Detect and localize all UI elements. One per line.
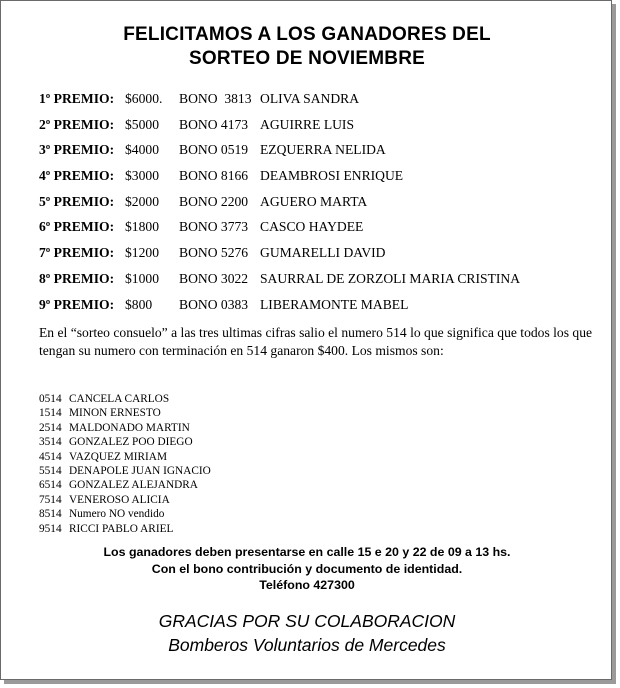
winner-name: DENAPOLE JUAN IGNACIO: [69, 464, 211, 477]
bono-number: 1514: [39, 407, 62, 420]
prize-bono: BONO 2200: [179, 193, 249, 209]
prize-bono: BONO 3813: [179, 91, 252, 106]
prize-winner: OLIVA SANDRA: [260, 91, 360, 106]
prize-winner: GUMARELLI DAVID: [260, 245, 386, 261]
prize-bono: BONO 3773: [179, 219, 249, 235]
prize-amount: $5000: [125, 116, 159, 132]
winner-name: GONZALEZ POO DIEGO: [69, 436, 193, 449]
prize-winner: EZQUERRA NELIDA: [260, 142, 386, 158]
prize-bono: BONO 5276: [179, 245, 249, 261]
bono-number: 5514: [39, 464, 62, 477]
prize-label: 3º PREMIO:: [39, 142, 115, 158]
bono-number: 7514: [39, 493, 62, 506]
notice-line-2: Con el bono contribución y documento de identidad.: [151, 562, 463, 576]
consuelo-paragraph: En el “sorteo consuelo” a las tres ultimas cifras salio el numero 514 lo que significa que todos los que tengan su numero con terminación en 514 ganaron $400. Los mismos son:: [39, 325, 593, 358]
bono-number: 8514: [39, 508, 62, 521]
prize-label: 1º PREMIO:: [39, 91, 115, 106]
prize-label: 7º PREMIO:: [39, 245, 115, 261]
prize-winner: AGUIRRE LUIS: [260, 116, 355, 132]
prize-amount: $800: [125, 296, 153, 312]
organization-name: Bomberos Voluntarios de Mercedes: [168, 635, 446, 655]
winner-name: CANCELA CARLOS: [69, 393, 170, 405]
prize-winner: CASCO HAYDEE: [260, 219, 364, 235]
winner-name: RICCI PABLO ARIEL: [69, 522, 174, 535]
winner-name: MALDONADO MARTIN: [69, 421, 190, 434]
winner-name: Numero NO vendido: [69, 508, 165, 521]
prize-winner: DEAMBROSI ENRIQUE: [260, 168, 404, 184]
winner-name: VENEROSO ALICIA: [69, 493, 170, 506]
prize-bono: BONO 8166: [179, 168, 249, 184]
prize-bono: BONO 3022: [179, 270, 249, 286]
bono-number: 3514: [39, 436, 62, 449]
prize-amount: $3000: [125, 168, 159, 184]
prize-label: 4º PREMIO:: [39, 168, 115, 184]
prize-bono: BONO 0519: [179, 142, 249, 158]
bono-number: 9514: [39, 522, 62, 535]
winner-name: VAZQUEZ MIRIAM: [69, 450, 168, 463]
prize-amount: $4000: [125, 142, 159, 158]
prize-bono: BONO 0383: [179, 296, 249, 312]
winner-name: GONZALEZ ALEJANDRA: [69, 479, 198, 492]
bono-number: 0514: [39, 393, 62, 405]
bono-number: 6514: [39, 479, 62, 492]
prize-winner: LIBERAMONTE MABEL: [260, 296, 409, 312]
prize-winner: AGUERO MARTA: [260, 193, 368, 209]
thanks-heading: GRACIAS POR SU COLABORACION: [158, 611, 456, 631]
prize-label: 2º PREMIO:: [39, 116, 115, 132]
notice-line-1: Los ganadores deben presentarse en calle 15 e 20 y 22 de 09 a 13 hs.: [103, 545, 511, 559]
prize-amount: $1200: [125, 245, 159, 261]
winner-name: MINON ERNESTO: [69, 407, 161, 420]
bono-number: 4514: [39, 450, 62, 463]
notice-phone: Teléfono 427300: [259, 578, 355, 592]
prize-label: 6º PREMIO:: [39, 219, 115, 235]
title-line-2: SORTEO DE NOVIEMBRE: [188, 48, 426, 69]
prize-label: 8º PREMIO:: [39, 270, 115, 286]
title-line-1: FELICITAMOS A LOS GANADORES DEL: [123, 24, 491, 45]
prize-amount: $1000: [125, 270, 159, 286]
prize-label: 9º PREMIO:: [39, 296, 115, 312]
prize-label: 5º PREMIO:: [39, 193, 115, 209]
prize-amount: $1800: [125, 219, 159, 235]
prize-bono: BONO 4173: [179, 116, 249, 132]
prize-winner: SAURRAL DE ZORZOLI MARIA CRISTINA: [260, 270, 521, 286]
prize-amount: $2000: [125, 193, 159, 209]
bono-number: 2514: [39, 421, 62, 434]
prize-amount: $6000.: [125, 91, 163, 106]
